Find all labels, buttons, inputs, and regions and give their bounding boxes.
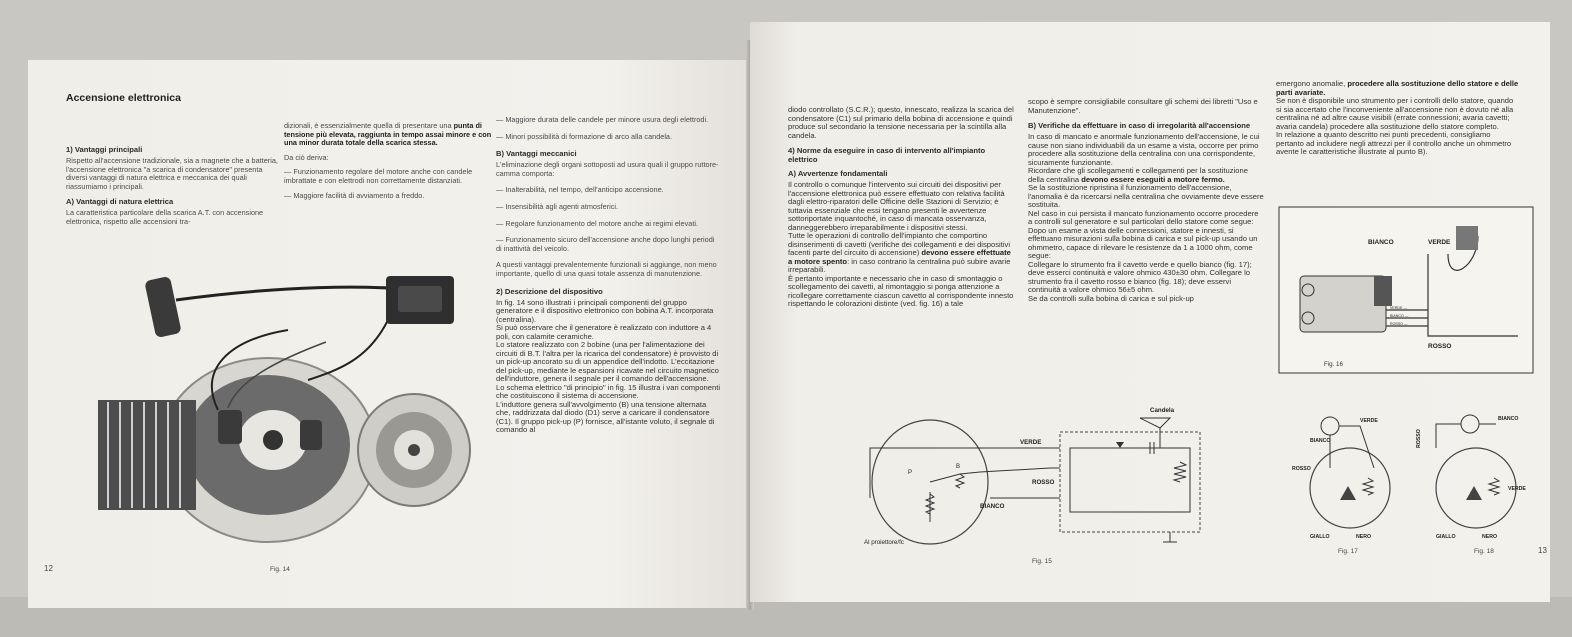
label-bianco: BIANCO	[1310, 438, 1331, 444]
coil-icon	[300, 420, 322, 450]
fig14-caption: Fig. 14	[270, 566, 290, 573]
label-bianco: BIANCO	[1368, 239, 1394, 246]
page-number-right: 13	[1538, 546, 1547, 555]
coil-icon	[1174, 462, 1186, 482]
label-verde: VERDE	[1360, 418, 1378, 424]
text-span: Il controllo o comunque l'intervento sui circuiti dei dispositivi per l'accensione elettronica può essere effettuato con relativa facilità dagli elettro-riparatori delle Officine delle Stazioni di Servizio; è tuttavia essenziale che essi tengano presenti le avvertenze sottoriportate inquantoché, in caso di mancata osservanza, danneggerebbero irreparabilmente i dispositivi stessi. Tutte le operazioni di controllo dell'impianto che comportino disinserimenti di cavetti (verifiche dei collegamenti e dei dispositivi facenti parte del circuito di accensione)	[788, 180, 1011, 257]
paragraph: La caratteristica particolare della scarica A.T. con accensione elettronica, rispetto alle accensioni tra-	[66, 208, 264, 226]
label-nero: NERO	[1482, 534, 1497, 540]
fig16-wiring-diagram	[1278, 206, 1534, 374]
section-heading-vantaggi-elettrici: A) Vantaggi di natura elettrica	[66, 197, 174, 207]
text-span: dizionali, è essenzialmente quella di presentare una	[284, 121, 454, 130]
paragraph	[788, 181, 1016, 309]
label-rosso: ROSSO	[1032, 479, 1055, 486]
paragraph: Se non è disponibile uno strumento per i controlli dello statore, quando si sia accertato che l'inconveniente all'accensione non è dovuto né alla centralina né ad altre cause visibili (errate connessioni; avaria cavetti; avaria candela) procedere alla sostituzione dello statore completo. In relazione a quanto descritto nei punti precedenti, consigliamo pertanto ad includere negli attrezzi per il controllo anche un ohmmetro avente le caratteristiche illustrate al punto B).	[1276, 96, 1514, 156]
label-rosso: ROSSO	[1428, 343, 1452, 350]
label-giallo: GIALLO	[1310, 534, 1330, 540]
fig18-caption: Fig. 18	[1474, 548, 1494, 555]
label-rosso: ROSSO	[1416, 429, 1422, 448]
section-heading-vantaggi-meccanici: B) Vantaggi meccanici	[496, 149, 577, 159]
paragraph	[284, 122, 492, 148]
engine-cylinder	[98, 400, 196, 510]
label-proiettore: Al proiettore/fc	[864, 539, 904, 546]
bullet-item: — Maggiore facilità di avviamento a freddo.	[284, 190, 425, 200]
label-giallo: GIALLO	[1436, 534, 1456, 540]
right-column-3	[1276, 80, 1520, 157]
label-p: P	[908, 470, 913, 476]
bullet-item: — Inalterabilità, nel tempo, dell'anticipo accensione.	[496, 185, 664, 195]
left-column-3	[496, 116, 722, 435]
paragraph: diodo controllato (S.C.R.); questo, innescato, realizza la scarica del condensatore (C1) sul primario della bobina di accensione e quindi produce sul secondario la tensione necessaria per la scintilla alla candela.	[788, 105, 1014, 140]
ohmmeter-icon	[1321, 417, 1339, 435]
fig14-generator-illustration	[68, 270, 488, 550]
coil-icon	[218, 410, 242, 444]
paragraph	[1276, 80, 1520, 97]
fig17-caption: Fig. 17	[1338, 548, 1358, 555]
cdi-unit-icon	[1300, 276, 1386, 332]
fig16-caption: Fig. 16	[1324, 361, 1343, 368]
rotor-center-icon	[408, 444, 420, 456]
bold-text-span: procedere alla sostituzione dello statore e delle parti avariate.	[1276, 79, 1519, 97]
stator-outline	[1436, 448, 1516, 528]
bold-text-span: devono essere eseguiti a motore fermo.	[1081, 174, 1225, 184]
fig17-measure-diagram	[1290, 408, 1410, 548]
right-column-2	[1028, 98, 1264, 303]
label-bianco-small: BIANCO —	[1390, 314, 1409, 318]
spark-plug-cap-icon	[144, 276, 181, 338]
bullet-item: — Maggiore durata delle candele per minore usura degli elettrodi.	[496, 115, 709, 124]
page-title: Accensione elettronica	[66, 92, 181, 104]
bullet-item: — Funzionamento sicuro dell'accensione anche dopo lunghi periodi di inattività del veicolo.	[496, 235, 715, 253]
ht-cable	[176, 287, 388, 300]
bullet-item: — Minori possibilità di formazione di arco alla candela.	[496, 131, 673, 141]
label-b: B	[956, 464, 961, 470]
bold-text-span: punta di tensione più elevata, raggiunta in tempo assai minore e con una minor durata totale della scarica stessa.	[284, 121, 492, 148]
ohmmeter-icon	[1461, 415, 1479, 433]
label-bianco: BIANCO	[1498, 416, 1519, 422]
right-page	[750, 22, 1550, 602]
coil-icon	[1363, 478, 1373, 495]
page-number-left: 12	[44, 564, 53, 573]
fig15-caption: Fig. 15	[1032, 558, 1052, 565]
resistor-icon	[956, 474, 964, 488]
stator-outline	[1310, 448, 1390, 528]
label-candela: Candela	[1150, 407, 1175, 414]
plug-icon	[1456, 226, 1478, 250]
spark-plug-icon	[1140, 418, 1170, 428]
label-bianco: BIANCO	[980, 503, 1005, 510]
section-heading-descrizione: 2) Descrizione del dispositivo	[496, 286, 603, 296]
circuit-traces	[1070, 448, 1190, 512]
probe-wire	[1436, 424, 1461, 448]
section-heading-norme: 4) Norme da eseguire in caso di intervento all'impianto elettrico	[788, 146, 986, 164]
paragraph: A questi vantaggi prevalentemente funzionali si aggiunge, non meno importante, quello di una quasi totale assenza di manutenzione.	[496, 260, 717, 278]
label-rosso: ROSSO	[1292, 466, 1311, 472]
diode-icon	[1116, 442, 1124, 448]
label-verde: VERDE	[1508, 486, 1526, 492]
shaft-icon	[263, 430, 283, 450]
label-verde: VERDE	[1428, 239, 1451, 246]
bullet-item: — Regolare funzionamento del motore anche ai regimi elevati.	[496, 218, 698, 228]
left-page	[28, 60, 750, 608]
paragraph: L'eliminazione degli organi sottoposti ad usura quali il gruppo ruttore-camma comporta:	[496, 160, 719, 178]
right-column-1	[788, 106, 1016, 309]
label-rosso-small: ROSSO —	[1390, 322, 1408, 326]
fig18-measure-diagram	[1416, 408, 1536, 548]
pole-icon	[1340, 486, 1356, 500]
probe-wire	[1339, 426, 1374, 468]
section-heading-verifiche: B) Verifiche da effettuare in caso di irregolarità all'accensione	[1028, 121, 1251, 130]
coil-icon	[1489, 478, 1499, 495]
connector-icon	[1374, 276, 1392, 306]
label-nero: NERO	[1356, 534, 1371, 540]
paragraph	[1028, 133, 1264, 184]
paragraph: Rispetto all'accensione tradizionale, sia a magnete che a batteria, l'accensione elettronica "a scarica di condensatore" presenta diversi vantaggi di natura elettrica e meccanica dei quali riassumiamo i principali.	[66, 156, 278, 191]
label-verde-small: VERDE —	[1390, 306, 1407, 310]
text-span: In caso di mancato e anormale funzionamento dell'accensione, le cui cause non siano individuabili da un esame a vista, occorre per primo procedere alla sostituzione della centralina con una corrispondente, sicuramente funzionante. Ricordare che gli scollegamenti e collegamenti per la sostituzione della centralina	[1028, 132, 1260, 184]
text-span: emergono anomalie,	[1276, 79, 1348, 88]
section-heading-vantaggi-principali: 1) Vantaggi principali	[66, 145, 143, 154]
left-column-1	[66, 140, 278, 233]
left-column-2	[284, 122, 492, 206]
bullet-item: — Insensibilità agli agenti atmosferici.	[496, 201, 619, 211]
label-verde: VERDE	[1020, 439, 1042, 446]
bullet-item: — Funzionamento regolare del motore anche con candele imbrattate e con elettrodi non correttamente distanziati.	[284, 167, 473, 185]
bold-text-span: devono essere effettuate a motore spento	[788, 248, 1011, 266]
pole-icon	[1466, 486, 1482, 500]
section-heading-avvertenze: A) Avvertenze fondamentali	[788, 169, 888, 178]
paragraph: scopo è sempre consigliabile consultare gli schemi dei libretti "Uso e Manutenzione".	[1028, 97, 1258, 115]
cdi-unit-detail	[398, 286, 442, 312]
paragraph: Se la sostituzione ripristina il funzionamento dell'accensione, l'anomalia è da ricercarsi nella centralina che ovviamente deve essere sostituita. Nel caso in cui persista il mancato funzionamento occorre procedere a controlli sul generatore e sul particolari dello statore come segue: Dopo un esame a vista delle connessioni, statore e innesti, si effettuano misurazioni sulla bobina di carica e sul pick-up usando un ohmmetro, capace di rilevare le resistenze da 1 a 1000 ohm, come segue: Collegare lo strumento fra il cavetto verde e quello bianco (fig. 17); deve esserci continuità e valore ohmico 430±30 ohm. Collegare lo strumento fra il cavetto rosso e bianco (fig. 18); deve esservi continuità a valore ohmico 56±5 ohm. Se da controlli sulla bobina di carica e sul pick-up	[1028, 183, 1264, 303]
paragraph: In fig. 14 sono illustrati i principali componenti del gruppo generatore e il dispositivo elettronico con bobina A.T. incorporata (centralina). Si può osservare che il generatore è realizzato con induttore a 4 poli, con calamite ceramiche. Lo statore realizzato con 2 bobine (una per l'alimentazione dei circuiti di B.T. l'altra per la ricarica del condensatore) è provvisto di un pick-up ancorato su di un appendice dell'indotto. L'eccitazione del pick-up, mediante le espansioni ricavate nel circuito magnetico dell'induttore, genera il segnale per il comando dell'accensione. Lo schema elettrico "di principio" in fig. 15 illustra i vari componenti che costituiscono il sistema di accensione. L'induttore genera sull'avvolgimento (B) una tensione alternata che, raddrizzata dal diodo (D1) serve a caricare il condensatore (C1). Il gruppo pick-up (P) fornisce, all'istante voluto, il segnale di comando al	[496, 297, 721, 435]
paragraph: Da ciò deriva:	[284, 152, 329, 162]
text-span: : in caso contrario la centralina può subire avarie irreparabili. È pertanto importante e necessario che in caso di smontaggio o scollegamento dei cavetti, al rimontaggio si ponga attenzione a ricollegare correttamente ciascun cavetto al corrispondente innesto rispettando le colorazioni distinte (ved. fig. 16) a tale	[788, 256, 1014, 308]
fig15-circuit-schematic	[860, 402, 1220, 552]
